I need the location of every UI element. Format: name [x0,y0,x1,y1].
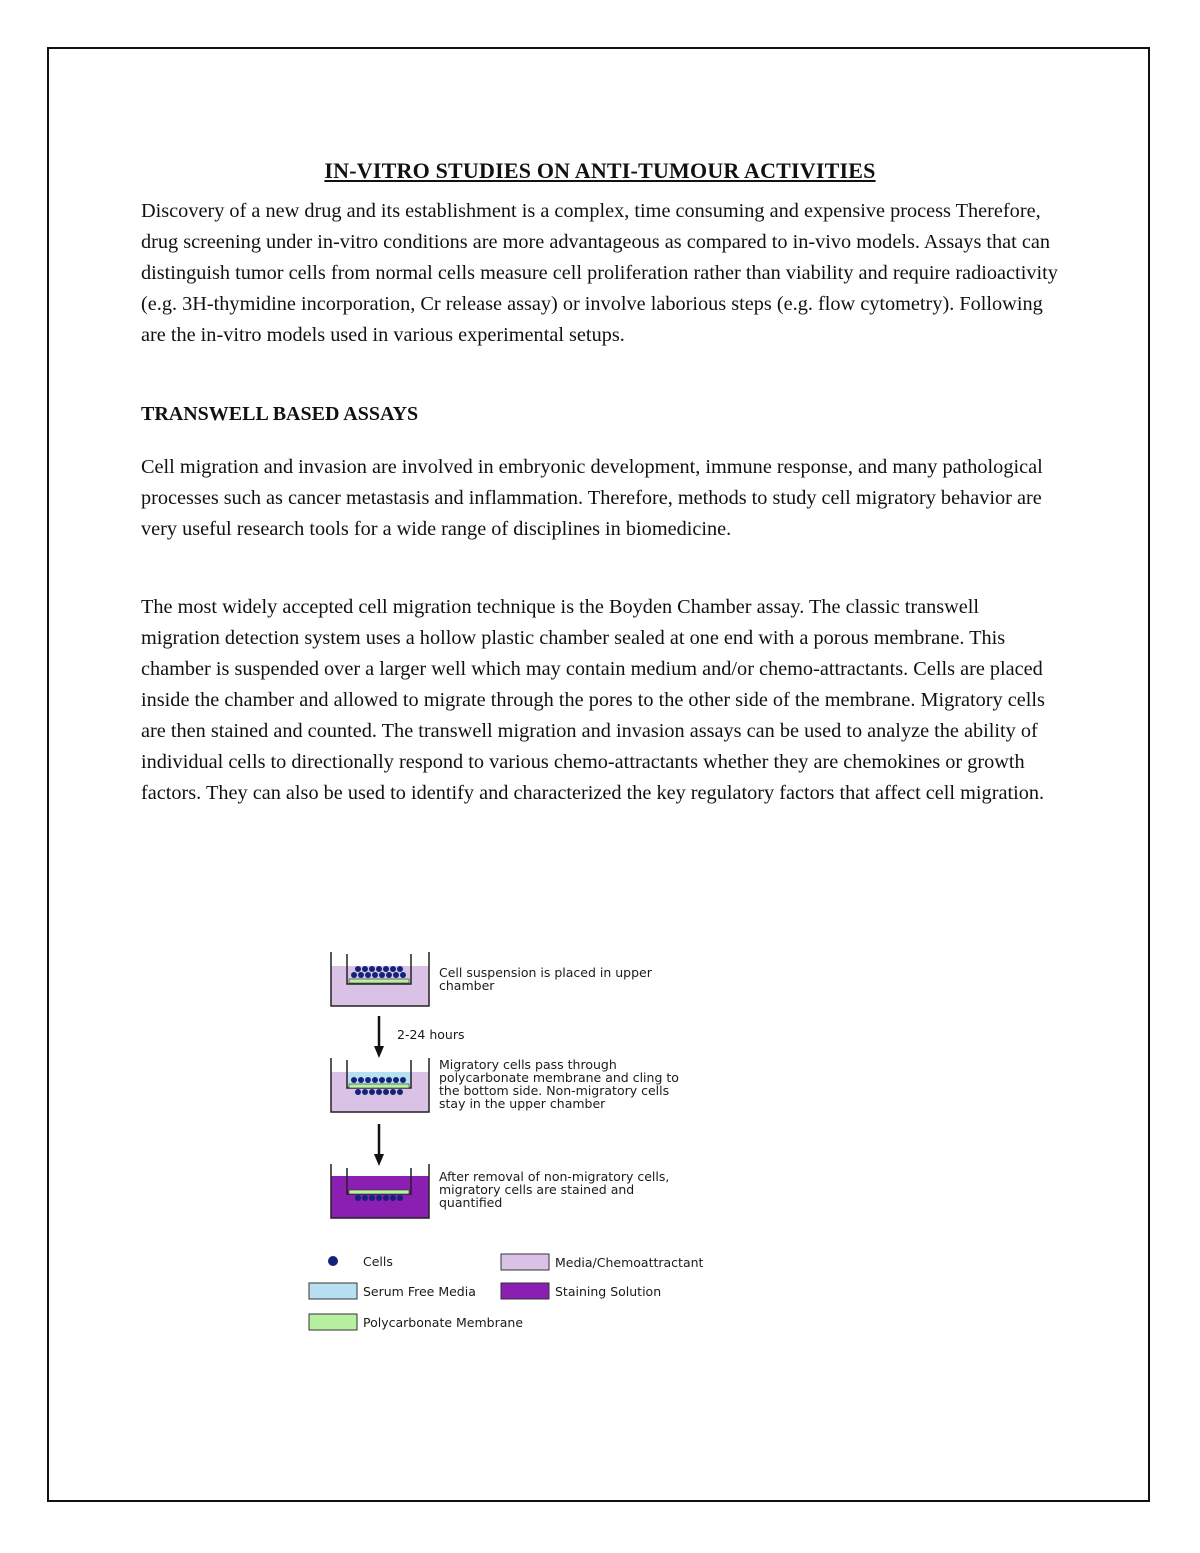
step-1-caption: Cell suspension is placed in upper chamber [439,965,652,993]
legend-serum-label: Serum Free Media [363,1284,476,1299]
legend-cells-label: Cells [363,1254,393,1269]
well-step-2 [331,1058,429,1112]
legend-membrane-swatch [309,1314,357,1330]
page-title: IN-VITRO STUDIES ON ANTI-TUMOUR ACTIVITIES [324,157,876,183]
legend-cells-swatch [328,1256,338,1266]
migration-paragraph: Cell migration and invasion are involved in embryonic development, immune response, and many pathological processes such as cancer metastasis and inflammation. Therefore, methods to study cell migratory behavior are very useful research tools for a wide range of disciplines in biomedicine. [141,456,1043,540]
arrow-down-icon [374,1016,384,1058]
well-step-1 [331,952,429,1006]
legend-media-swatch [501,1254,549,1270]
legend-media-label: Media/Chemoattractant [555,1255,704,1270]
legend-membrane-label: Polycarbonate Membrane [363,1315,524,1330]
transwell-diagram [300,948,740,1338]
arrow-down-icon [374,1124,384,1166]
step-2-caption: Migratory cells pass through polycarbonate membrane and cling to the bottom side. Non-migratory cells stay in the upper chamber [439,1057,679,1111]
section-heading: TRANSWELL BASED ASSAYS [141,403,419,425]
legend-staining-swatch [501,1283,549,1299]
intro-paragraph: Discovery of a new drug and its establishment is a complex, time consuming and expensive process Therefore, drug screening under in-vitro conditions are more advantageous as compared to in-vivo models. Assays that can distinguish tumor cells from normal cells measure cell proliferation rather than viability and require radioactivity (e.g. 3H-thymidine incorporation, Cr release assay) or involve laborious steps (e.g. flow cytometry). Following are the in-vitro models used in various experimental setups. [141,200,1058,346]
boyden-paragraph: The most widely accepted cell migration technique is the Boyden Chamber assay. The classic transwell migration detection system uses a hollow plastic chamber sealed at one end with a porous membrane. This chamber is suspended over a larger well which may contain medium and/or chemo-attractants. Cells are placed inside the chamber and allowed to migrate through the pores to the other side of the membrane. Migratory cells are then stained and counted. The transwell migration and invasion assays can be used to analyze the ability of individual cells to directionally respond to various chemo-attractants whether they are chemokines or growth factors. They can also be used to identify and characterized the key regulatory factors that affect cell migration. [141,596,1045,804]
well-step-3 [331,1164,429,1218]
transwell-diagram-graphic [300,948,740,1338]
legend-staining-label: Staining Solution [555,1284,662,1299]
legend-serum-swatch [309,1283,357,1299]
step-3-caption: After removal of non-migratory cells, migratory cells are stained and quantified [439,1169,670,1210]
time-label: 2-24 hours [397,1027,465,1042]
membrane-strip [349,979,409,983]
